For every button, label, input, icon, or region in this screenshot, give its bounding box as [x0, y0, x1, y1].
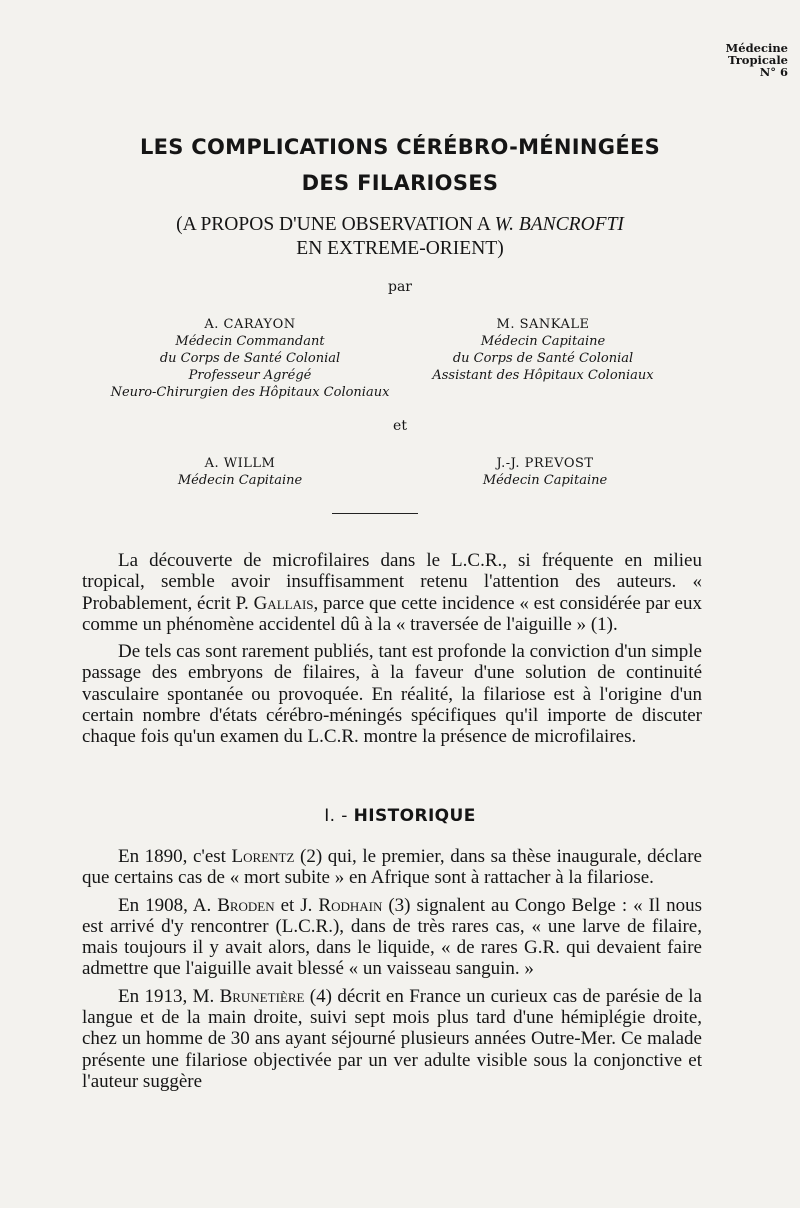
- author-sankale: [398, 316, 688, 384]
- paragraph: [82, 895, 702, 980]
- author-name: M. SANKALE: [496, 317, 590, 332]
- text-run: (4) décrit en France un curieux cas de parésie de la langue et de la main droite, suivi sept mois plus tard d'une hémiplégie droite, chez un homme de 30 ans ayant séjourné plusieurs années Outre-Mer. Ce malade présente une filariose objectivée par un ver adulte visible sous la conjonctive et l'auteur suggère: [82, 985, 702, 1092]
- subtitle-species: W. BANCROFTI: [494, 214, 624, 235]
- author-carayon: [60, 316, 440, 401]
- paragraph: [82, 846, 702, 889]
- text-run: (3) signalent au Congo Belge : « Il nous est arrivé d'y rencontrer (L.C.R.), dans de très rares cas, « une larve de filaire, mais toujours il y avait alors, dans le liquide, « de rares G.R. qui devaient faire admettre que l'aiguille avait blessé « un vaisseau sanguin. »: [82, 894, 703, 980]
- author-role: Médecin Commandant: [175, 334, 325, 349]
- author-ref: Broden: [217, 894, 275, 916]
- subtitle-line-1: [0, 213, 800, 236]
- author-name: A. CARAYON: [204, 317, 296, 332]
- section-number: I. -: [324, 806, 354, 826]
- subtitle-text: (A PROPOS D'UNE OBSERVATION A: [176, 214, 495, 235]
- author-role: Assistant des Hôpitaux Coloniaux: [432, 368, 654, 383]
- author-ref: Rodhain: [318, 894, 383, 916]
- author-name: A. WILLM: [204, 456, 276, 471]
- text-run: La découverte de microfilaires dans le L.C.R., si fréquente en milieu tropical, semble avoir insuffisamment retenu l'attention des auteurs. « Probablement, écrit P.: [82, 550, 702, 614]
- author-name: J.-J. PREVOST: [496, 456, 594, 471]
- author-role: Médecin Capitaine: [480, 334, 606, 349]
- paragraph: [82, 986, 702, 1092]
- historique-text: [82, 846, 702, 1098]
- text-run: et J.: [274, 894, 319, 916]
- subtitle-line-2: EN EXTREME-ORIENT): [296, 238, 504, 259]
- title-line-2: DES FILARIOSES: [301, 171, 499, 195]
- paragraph: De tels cas sont rarement publiés, tant est profonde la conviction d'un simple passage des embryons de filaires, à la faveur d'une solution de continuité vasculaire spontanée ou provoquée. En réalité, la filariose est à l'origine d'un certain nombre d'états cérébro-méningés spécifiques qu'il importe de discuter chaque fois qu'un examen du L.C.R. montre la présence de microfilaires.: [82, 641, 702, 748]
- divider: [332, 513, 418, 514]
- journal-label: [726, 42, 788, 78]
- author-role: Médecin Capitaine: [482, 473, 608, 488]
- text-run: En 1913, M.: [118, 985, 220, 1007]
- author-ref: Brunetière: [219, 985, 305, 1007]
- author-role: Neuro-Chirurgien des Hôpitaux Coloniaux: [110, 385, 390, 400]
- author-role: du Corps de Santé Colonial: [452, 351, 634, 366]
- section-heading: [0, 806, 800, 826]
- journal-line-1: Médecine: [725, 41, 788, 55]
- by-label: par: [387, 279, 412, 295]
- and-label: et: [393, 418, 407, 434]
- journal-line-2: Tropicale: [728, 53, 788, 67]
- text-run: (2) qui, le premier, dans sa thèse inaugurale, déclare que certains cas de « mort subite » en Afrique sont à rattacher à la filariose.: [82, 846, 702, 889]
- author-role: Professeur Agrégé: [188, 368, 312, 383]
- author-ref: Lorentz: [231, 846, 295, 867]
- text-run: En 1908, A.: [118, 894, 218, 916]
- author-prevost: [440, 455, 650, 489]
- title-line-1: LES COMPLICATIONS CÉRÉBRO-MÉNINGÉES: [139, 135, 661, 159]
- journal-issue: N° 6: [759, 65, 788, 79]
- author-willm: [150, 455, 330, 489]
- section-title: HISTORIQUE: [353, 806, 476, 826]
- author-ref: Gallais: [253, 592, 314, 614]
- paragraph: [82, 550, 702, 635]
- author-role: du Corps de Santé Colonial: [159, 351, 341, 366]
- text-run: En 1890, c'est: [118, 846, 232, 867]
- intro-text: [82, 550, 702, 754]
- author-role: Médecin Capitaine: [177, 473, 303, 488]
- text-run: , parce que cette incidence « est considérée par eux comme un phénomène accidentel dû à la « traversée de l'aiguille » (1).: [82, 592, 702, 635]
